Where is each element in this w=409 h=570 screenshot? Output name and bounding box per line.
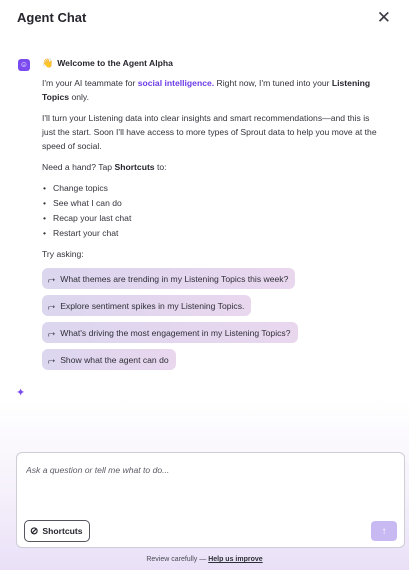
list-item: • Change topics — [42, 181, 382, 196]
shortcuts-button[interactable] — [24, 520, 90, 542]
intro-text-c: only. — [69, 92, 89, 102]
page-title: Agent Chat — [17, 9, 87, 25]
prompt-arrow-icon: ⮣ — [48, 327, 56, 338]
shortcuts-label: Shortcuts — [42, 526, 83, 536]
list-item: • Recap your last chat — [42, 211, 382, 226]
bot-face-icon: ☺ — [19, 60, 29, 69]
help-text-b: to: — [154, 162, 167, 172]
help-text-a: Need a hand? Tap — [42, 162, 115, 172]
footer-note — [0, 556, 409, 563]
intro-text-b: Right now, I'm tuned into your — [214, 78, 332, 88]
suggestion-list — [42, 268, 382, 370]
help-paragraph — [42, 160, 382, 174]
suggestion-chip[interactable] — [42, 295, 251, 316]
suggestion-chip[interactable] — [42, 349, 176, 370]
try-asking-label: Try asking: — [42, 249, 84, 259]
intro-paragraph — [42, 76, 382, 104]
listening-topics-bold: Listening Topics — [42, 78, 371, 102]
close-icon[interactable]: ✕ — [376, 7, 391, 27]
send-arrow-up-icon: ↑ — [381, 525, 387, 537]
chat-input[interactable] — [26, 461, 386, 479]
suggestion-chip[interactable] — [42, 268, 295, 289]
intro-text-a: I'm your AI teammate for — [42, 78, 138, 88]
prompt-arrow-icon: ⮣ — [48, 300, 56, 311]
prompt-arrow-icon: ⮣ — [48, 354, 56, 365]
list-item: • Restart your chat — [42, 226, 382, 241]
send-button[interactable] — [371, 521, 397, 541]
composer — [16, 452, 405, 548]
suggestion-label: What's driving the most engagement in my Listening Topics? — [60, 327, 291, 338]
shortcuts-icon: ⊘ — [30, 525, 39, 537]
suggestion-label: Show what the agent can do — [60, 354, 169, 365]
shortcuts-bold: Shortcuts — [114, 162, 155, 172]
suggestion-label: Explore sentiment spikes in my Listening Topics. — [60, 300, 245, 311]
list-item: • See what I can do — [42, 196, 382, 211]
chat-header — [0, 0, 409, 34]
waving-hand-icon: 👋 — [42, 58, 54, 68]
sparkle-icon: ✦ — [16, 387, 26, 399]
suggestion-label: What themes are trending in my Listening Topics this week? — [60, 273, 289, 284]
shortcuts-list — [42, 181, 382, 241]
social-intelligence-highlight: social intelligence. — [137, 78, 215, 88]
footer-text: Review carefully — — [146, 556, 209, 563]
welcome-text: Welcome to the Agent Alpha — [57, 58, 173, 68]
agent-message-body — [42, 56, 382, 370]
help-us-improve-link[interactable]: Help us improve — [208, 556, 263, 563]
welcome-heading — [42, 56, 382, 70]
suggestion-chip[interactable] — [42, 322, 298, 343]
prompt-arrow-icon: ⮣ — [48, 273, 56, 284]
capabilities-paragraph: I'll turn your Listening data into clear insights and smart recommendations—and this is just the start. Soon I'll have access to more types of Sprout data to help you move at the speed of social. — [42, 113, 377, 151]
